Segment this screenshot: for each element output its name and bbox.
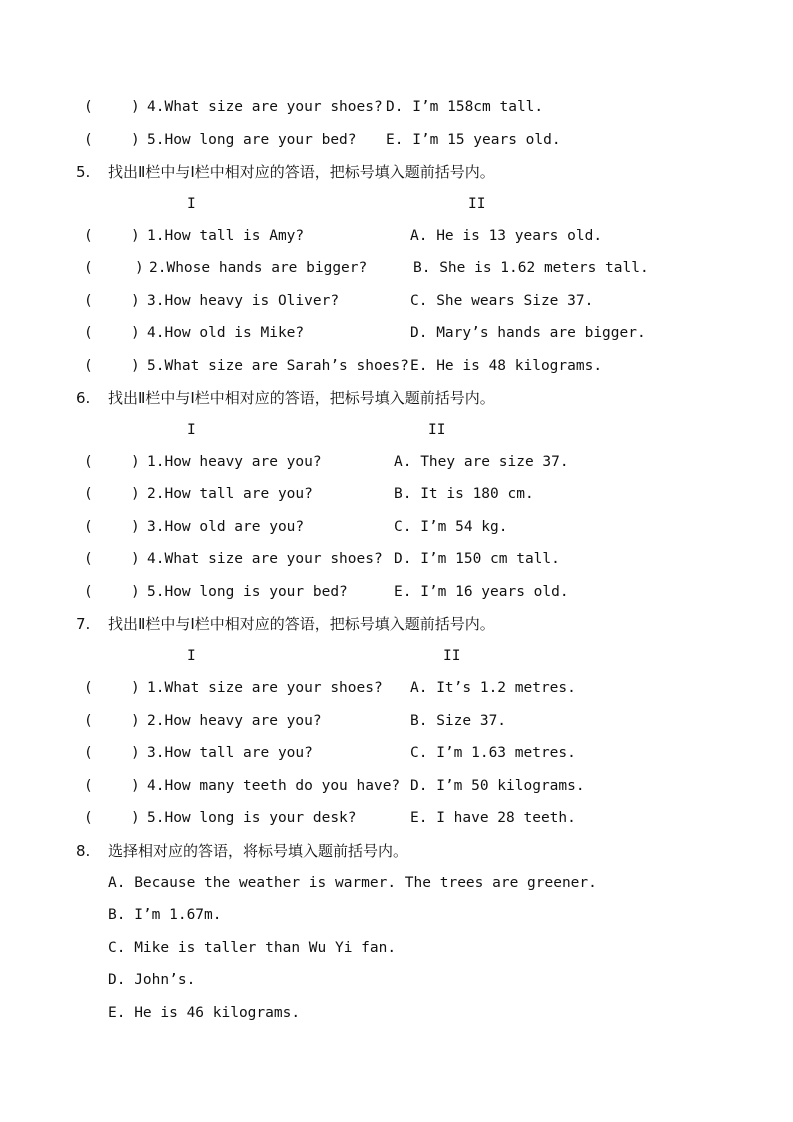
answer-text: E. I’m 15 years old. xyxy=(386,132,561,148)
section-instruction: 找出Ⅱ栏中与Ⅰ栏中相对应的答语，把标号填入题前括号内。 xyxy=(108,615,495,633)
question-row xyxy=(0,483,793,505)
answer-paren-open: ( xyxy=(84,778,93,794)
question-row xyxy=(0,451,793,473)
answer-text: D. I’m 50 kilograms. xyxy=(410,778,585,794)
answer-paren-close: ) xyxy=(131,454,140,470)
section-number: 5. xyxy=(76,163,91,181)
section-heading xyxy=(0,840,793,862)
answer-text: A. It’s 1.2 metres. xyxy=(410,680,576,696)
answer-paren-close: ) xyxy=(131,132,140,148)
answer-option: E. He is 46 kilograms. xyxy=(108,1005,301,1021)
option-line xyxy=(0,937,793,959)
question-text: 5.How long is your bed? xyxy=(147,584,348,600)
column-header-i: I xyxy=(187,422,196,438)
answer-text: B. Size 37. xyxy=(410,713,507,729)
question-text: 3.How tall are you? xyxy=(147,745,313,761)
section-number: 6. xyxy=(76,389,91,407)
answer-text: E. He is 48 kilograms. xyxy=(410,358,603,374)
option-line xyxy=(0,872,793,894)
answer-paren-close: ) xyxy=(131,551,140,567)
question-row xyxy=(0,581,793,603)
answer-text: D. I’m 158cm tall. xyxy=(386,99,544,115)
section-heading xyxy=(0,161,793,183)
answer-paren-open: ( xyxy=(84,99,93,115)
question-text: 5.How long is your desk? xyxy=(147,810,357,826)
question-text: 2.How tall are you? xyxy=(147,486,313,502)
answer-text: B. She is 1.62 meters tall. xyxy=(413,260,649,276)
answer-paren-open: ( xyxy=(84,680,93,696)
question-row xyxy=(0,710,793,732)
question-row xyxy=(0,257,793,279)
answer-text: C. I’m 54 kg. xyxy=(394,519,508,535)
question-text: 4.How many teeth do you have? xyxy=(147,778,401,794)
answer-option: B. I’m 1.67m. xyxy=(108,907,222,923)
answer-paren-close: ) xyxy=(131,810,140,826)
answer-paren-open: ( xyxy=(84,325,93,341)
question-text: 3.How heavy is Oliver? xyxy=(147,293,340,309)
answer-paren-open: ( xyxy=(84,745,93,761)
answer-paren-close: ) xyxy=(135,260,144,276)
answer-paren-close: ) xyxy=(131,99,140,115)
answer-paren-open: ( xyxy=(84,486,93,502)
answer-text: E. I’m 16 years old. xyxy=(394,584,569,600)
section-instruction: 找出Ⅱ栏中与Ⅰ栏中相对应的答语，把标号填入题前括号内。 xyxy=(108,389,495,407)
question-row xyxy=(0,129,793,151)
answer-option: A. Because the weather is warmer. The trees are greener. xyxy=(108,875,597,891)
answer-option: D. John’s. xyxy=(108,972,196,988)
question-text: 2.How heavy are you? xyxy=(147,713,322,729)
answer-paren-close: ) xyxy=(131,778,140,794)
section-heading xyxy=(0,387,793,409)
option-line xyxy=(0,1002,793,1024)
question-text: 1.How heavy are you? xyxy=(147,454,322,470)
column-header-i: I xyxy=(187,196,196,212)
question-text: 1.How tall is Amy? xyxy=(147,228,305,244)
question-row xyxy=(0,96,793,118)
answer-text: D. I’m 150 cm tall. xyxy=(394,551,560,567)
question-row xyxy=(0,775,793,797)
column-headers xyxy=(0,645,793,667)
column-headers xyxy=(0,419,793,441)
question-row xyxy=(0,225,793,247)
answer-paren-open: ( xyxy=(84,454,93,470)
answer-text: A. He is 13 years old. xyxy=(410,228,603,244)
answer-paren-close: ) xyxy=(131,680,140,696)
question-text: 4.What size are your shoes? xyxy=(147,99,383,115)
answer-paren-close: ) xyxy=(131,293,140,309)
question-row xyxy=(0,290,793,312)
answer-text: C. She wears Size 37. xyxy=(410,293,594,309)
question-row xyxy=(0,322,793,344)
answer-paren-open: ( xyxy=(84,810,93,826)
column-header-ii: II xyxy=(468,196,486,212)
question-row xyxy=(0,807,793,829)
answer-paren-close: ) xyxy=(131,486,140,502)
section-number: 7. xyxy=(76,615,91,633)
section-instruction: 选择相对应的答语，将标号填入题前括号内。 xyxy=(108,842,409,860)
column-headers xyxy=(0,193,793,215)
question-text: 1.What size are your shoes? xyxy=(147,680,383,696)
answer-text: B. It is 180 cm. xyxy=(394,486,534,502)
answer-text: A. They are size 37. xyxy=(394,454,569,470)
answer-option: C. Mike is taller than Wu Yi fan. xyxy=(108,940,397,956)
answer-paren-open: ( xyxy=(84,519,93,535)
section-number: 8. xyxy=(76,842,91,860)
answer-paren-close: ) xyxy=(131,519,140,535)
question-text: 3.How old are you? xyxy=(147,519,305,535)
answer-paren-close: ) xyxy=(131,713,140,729)
answer-paren-open: ( xyxy=(84,260,93,276)
section-heading xyxy=(0,613,793,635)
question-row xyxy=(0,742,793,764)
column-header-ii: II xyxy=(443,648,461,664)
column-header-i: I xyxy=(187,648,196,664)
answer-paren-open: ( xyxy=(84,551,93,567)
answer-text: D. Mary’s hands are bigger. xyxy=(410,325,646,341)
section-instruction: 找出Ⅱ栏中与Ⅰ栏中相对应的答语，把标号填入题前括号内。 xyxy=(108,163,495,181)
question-text: 5.What size are Sarah’s shoes? xyxy=(147,358,409,374)
answer-paren-close: ) xyxy=(131,325,140,341)
column-header-ii: II xyxy=(428,422,446,438)
question-text: 4.What size are your shoes? xyxy=(147,551,383,567)
question-row xyxy=(0,548,793,570)
answer-paren-open: ( xyxy=(84,584,93,600)
question-row xyxy=(0,677,793,699)
answer-paren-open: ( xyxy=(84,358,93,374)
question-text: 5.How long are your bed? xyxy=(147,132,357,148)
answer-paren-open: ( xyxy=(84,132,93,148)
answer-paren-open: ( xyxy=(84,713,93,729)
question-text: 2.Whose hands are bigger? xyxy=(149,260,368,276)
answer-paren-close: ) xyxy=(131,228,140,244)
answer-text: E. I have 28 teeth. xyxy=(410,810,576,826)
option-line xyxy=(0,969,793,991)
answer-paren-open: ( xyxy=(84,293,93,309)
answer-paren-open: ( xyxy=(84,228,93,244)
question-text: 4.How old is Mike? xyxy=(147,325,305,341)
option-line xyxy=(0,904,793,926)
question-row xyxy=(0,355,793,377)
answer-paren-close: ) xyxy=(131,358,140,374)
answer-paren-close: ) xyxy=(131,745,140,761)
answer-text: C. I’m 1.63 metres. xyxy=(410,745,576,761)
answer-paren-close: ) xyxy=(131,584,140,600)
question-row xyxy=(0,516,793,538)
